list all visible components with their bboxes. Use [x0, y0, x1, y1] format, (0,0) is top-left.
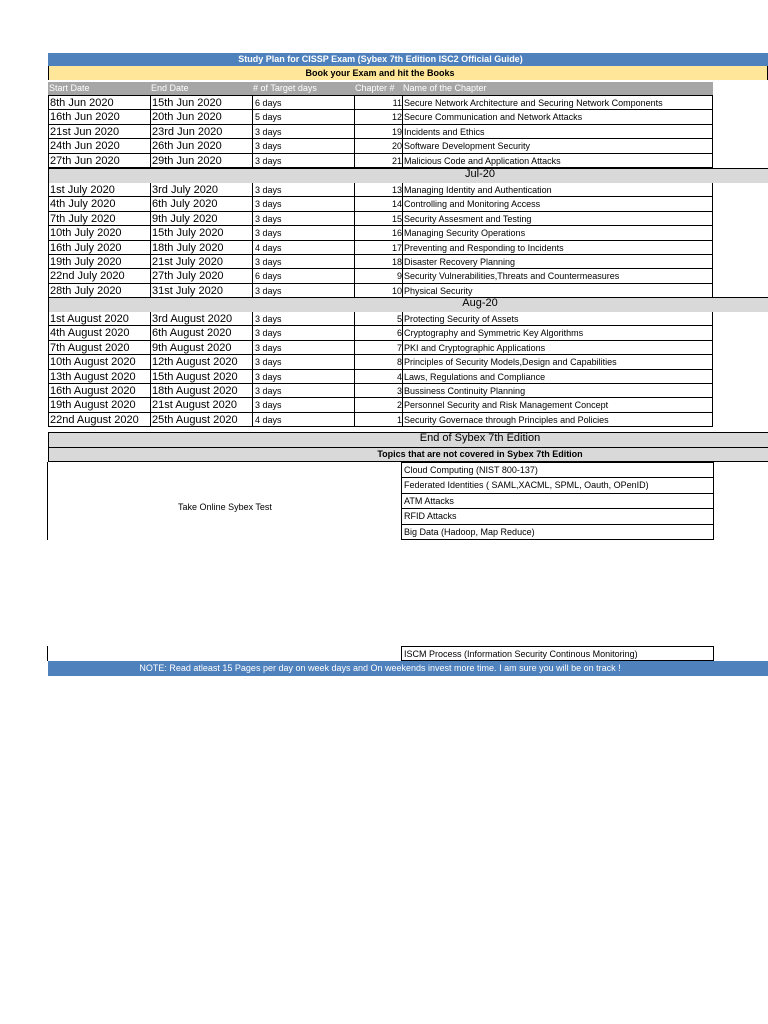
chapter-name-cell: Bussiness Continuity Planning: [402, 383, 713, 398]
chapter-name-cell: Security Governace through Principles and Policies: [402, 412, 713, 427]
target-days-cell: 3 days: [252, 283, 355, 298]
chapter-number-cell: 7: [354, 340, 403, 355]
target-days-cell: 4 days: [252, 412, 355, 427]
chapter-name-cell: Secure Network Architecture and Securing Network Components: [402, 95, 713, 110]
chapter-number-cell: 19: [354, 124, 403, 139]
chapter-name-cell: Managing Identity and Authentication: [402, 182, 713, 197]
chapter-name-cell: Secure Communication and Network Attacks: [402, 109, 713, 124]
chapter-name-cell: PKI and Cryptographic Applications: [402, 340, 713, 355]
end-date-cell: 21st August 2020: [150, 397, 253, 412]
start-date-cell: 1st July 2020: [48, 182, 151, 197]
chapter-number-cell: 1: [354, 412, 403, 427]
iscm-topic: ISCM Process (Information Security Continous Monitoring): [401, 646, 714, 661]
chapter-name-cell: Preventing and Responding to Incidents: [402, 240, 713, 255]
chapter-name-cell: Principles of Security Models,Design and Capabilities: [402, 354, 713, 369]
chapter-number-cell: 11: [354, 95, 403, 110]
chapter-number-cell: 14: [354, 196, 403, 211]
start-date-cell: 1st August 2020: [48, 311, 151, 326]
uncovered-topic: Big Data (Hadoop, Map Reduce): [401, 524, 714, 540]
start-date-cell: 4th August 2020: [48, 325, 151, 340]
end-date-cell: 15th Jun 2020: [150, 95, 253, 110]
end-date-cell: 15th July 2020: [150, 225, 253, 240]
chapter-name-cell: Disaster Recovery Planning: [402, 254, 713, 269]
end-date-cell: 18th July 2020: [150, 240, 253, 255]
page-title: Study Plan for CISSP Exam (Sybex 7th Edition ISC2 Official Guide): [238, 54, 523, 64]
col-end-date: End Date: [151, 83, 189, 93]
target-days-cell: 3 days: [252, 211, 355, 226]
chapter-number-cell: 17: [354, 240, 403, 255]
chapter-name-cell: Personnel Security and Risk Management Concept: [402, 397, 713, 412]
chapter-name-cell: Security Assesment and Testing: [402, 211, 713, 226]
chapter-name-cell: Incidents and Ethics: [402, 124, 713, 139]
end-date-cell: 18th August 2020: [150, 383, 253, 398]
target-days-cell: 3 days: [252, 225, 355, 240]
target-days-cell: 3 days: [252, 354, 355, 369]
start-date-cell: 22nd July 2020: [48, 268, 151, 283]
chapter-number-cell: 21: [354, 153, 403, 168]
chapter-number-cell: 18: [354, 254, 403, 269]
chapter-number-cell: 5: [354, 311, 403, 326]
chapter-name-cell: Malicious Code and Application Attacks: [402, 153, 713, 168]
start-date-cell: 27th Jun 2020: [48, 153, 151, 168]
chapter-name-cell: Cryptography and Symmetric Key Algorithms: [402, 325, 713, 340]
end-date-cell: 3rd July 2020: [150, 182, 253, 197]
month-label-july: Jul-20: [465, 168, 495, 180]
start-date-cell: 19th July 2020: [48, 254, 151, 269]
end-date-cell: 3rd August 2020: [150, 311, 253, 326]
end-date-cell: 25th August 2020: [150, 412, 253, 427]
target-days-cell: 3 days: [252, 138, 355, 153]
start-date-cell: 16th Jun 2020: [48, 109, 151, 124]
start-date-cell: 7th August 2020: [48, 340, 151, 355]
uncovered-topic: ATM Attacks: [401, 493, 714, 509]
end-date-cell: 6th August 2020: [150, 325, 253, 340]
chapter-number-cell: 12: [354, 109, 403, 124]
topics-header: Topics that are not covered in Sybex 7th Edition: [377, 449, 583, 459]
chapter-name-cell: Managing Security Operations: [402, 225, 713, 240]
end-date-cell: 12th August 2020: [150, 354, 253, 369]
target-days-cell: 3 days: [252, 182, 355, 197]
chapter-number-cell: 8: [354, 354, 403, 369]
end-date-cell: 20th Jun 2020: [150, 109, 253, 124]
end-date-cell: 31st July 2020: [150, 283, 253, 298]
chapter-number-cell: 13: [354, 182, 403, 197]
target-days-cell: 3 days: [252, 383, 355, 398]
start-date-cell: 10th July 2020: [48, 225, 151, 240]
target-days-cell: 3 days: [252, 254, 355, 269]
end-date-cell: 26th Jun 2020: [150, 138, 253, 153]
start-date-cell: 21st Jun 2020: [48, 124, 151, 139]
target-days-cell: 3 days: [252, 397, 355, 412]
col-start-date: Start Date: [49, 83, 90, 93]
col-target-days: # of Target days: [253, 83, 317, 93]
chapter-name-cell: Security Vulnerabilities,Threats and Countermeasures: [402, 268, 713, 283]
chapter-name-cell: Physical Security: [402, 283, 713, 298]
end-date-cell: 9th July 2020: [150, 211, 253, 226]
start-date-cell: 4th July 2020: [48, 196, 151, 211]
target-days-cell: 6 days: [252, 268, 355, 283]
online-test-label: Take Online Sybex Test: [178, 502, 272, 512]
note-text: NOTE: Read atleast 15 Pages per day on week days and On weekends invest more time. I am sure you will be on track !: [139, 663, 621, 673]
end-date-cell: 21st July 2020: [150, 254, 253, 269]
start-date-cell: 13th August 2020: [48, 369, 151, 384]
end-date-cell: 23rd Jun 2020: [150, 124, 253, 139]
target-days-cell: 3 days: [252, 325, 355, 340]
start-date-cell: 19th August 2020: [48, 397, 151, 412]
uncovered-topic: RFID Attacks: [401, 508, 714, 524]
target-days-cell: 3 days: [252, 153, 355, 168]
chapter-number-cell: 2: [354, 397, 403, 412]
chapter-number-cell: 9: [354, 268, 403, 283]
subtitle: Book your Exam and hit the Books: [305, 68, 455, 78]
start-date-cell: 7th July 2020: [48, 211, 151, 226]
chapter-number-cell: 4: [354, 369, 403, 384]
target-days-cell: 3 days: [252, 196, 355, 211]
target-days-cell: 3 days: [252, 124, 355, 139]
chapter-number-cell: 20: [354, 138, 403, 153]
start-date-cell: 28th July 2020: [48, 283, 151, 298]
end-date-cell: 15th August 2020: [150, 369, 253, 384]
chapter-number-cell: 10: [354, 283, 403, 298]
chapter-number-cell: 15: [354, 211, 403, 226]
target-days-cell: 6 days: [252, 95, 355, 110]
iscm-left-border: [47, 646, 48, 661]
chapter-name-cell: Controlling and Monitoring Access: [402, 196, 713, 211]
start-date-cell: 24th Jun 2020: [48, 138, 151, 153]
end-label: End of Sybex 7th Edition: [419, 432, 541, 444]
start-date-cell: 16th August 2020: [48, 383, 151, 398]
end-date-cell: 29th Jun 2020: [150, 153, 253, 168]
end-date-cell: 27th July 2020: [150, 268, 253, 283]
start-date-cell: 22nd August 2020: [48, 412, 151, 427]
target-days-cell: 3 days: [252, 311, 355, 326]
col-chapter: Chapter #: [355, 83, 395, 93]
start-date-cell: 10th August 2020: [48, 354, 151, 369]
start-date-cell: 16th July 2020: [48, 240, 151, 255]
col-chapter-name: Name of the Chapter: [403, 83, 487, 93]
end-date-cell: 9th August 2020: [150, 340, 253, 355]
target-days-cell: 5 days: [252, 109, 355, 124]
target-days-cell: 3 days: [252, 369, 355, 384]
start-date-cell: 8th Jun 2020: [48, 95, 151, 110]
chapter-number-cell: 6: [354, 325, 403, 340]
chapter-name-cell: Laws, Regulations and Compliance: [402, 369, 713, 384]
chapter-name-cell: Protecting Security of Assets: [402, 311, 713, 326]
target-days-cell: 3 days: [252, 340, 355, 355]
uncovered-topic: Federated Identities ( SAML,XACML, SPML, Oauth, OPenID): [401, 477, 714, 493]
end-date-cell: 6th July 2020: [150, 196, 253, 211]
target-days-cell: 4 days: [252, 240, 355, 255]
chapter-number-cell: 16: [354, 225, 403, 240]
chapter-number-cell: 3: [354, 383, 403, 398]
month-label-august: Aug-20: [462, 297, 498, 309]
uncovered-topic: Cloud Computing (NIST 800-137): [401, 462, 714, 478]
chapter-name-cell: Software Development Security: [402, 138, 713, 153]
